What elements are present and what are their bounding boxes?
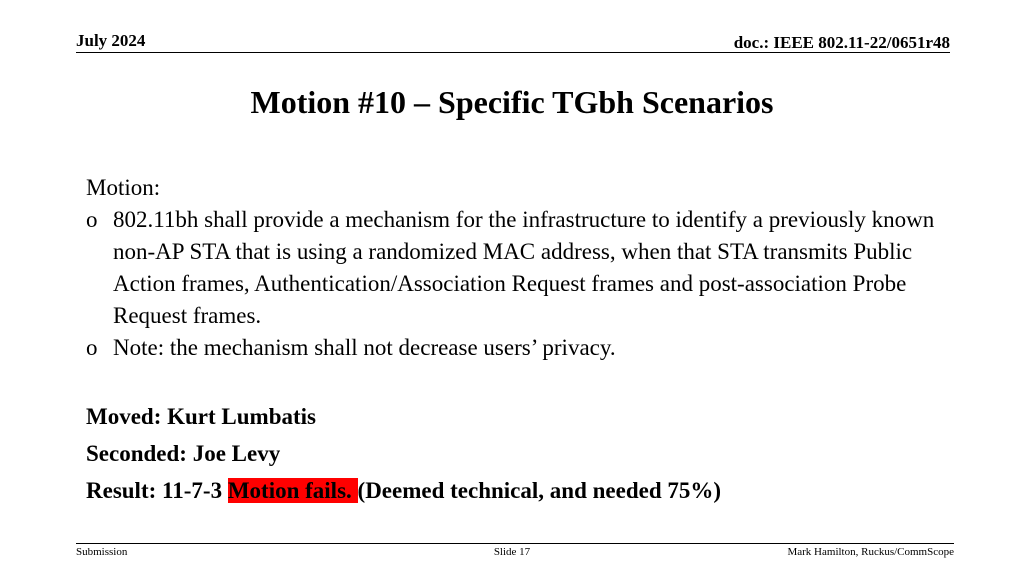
header-divider <box>76 52 950 53</box>
footer-submission: Submission <box>76 546 128 558</box>
bullet-marker: o <box>86 207 98 232</box>
header-date: July 2024 <box>76 31 146 50</box>
motion-label: Motion: <box>86 175 161 200</box>
bullet-text: 802.11bh shall provide a mechanism for the infrastructure to identify a previously known non-AP STA that is using a randomized MAC address, when that STA transmits Public Action frames, Authentication/Association Request frames and post-association Probe Request frames. <box>113 207 935 328</box>
bullet-item <box>86 332 956 364</box>
seconded-by: Seconded: Joe Levy <box>86 441 281 466</box>
footer-slide-number: Slide 17 <box>493 546 531 558</box>
moved-by: Moved: Kurt Lumbatis <box>86 404 316 429</box>
result-suffix: (Deemed technical, and needed 75%) <box>357 478 722 503</box>
footer-divider <box>76 543 954 544</box>
footer-author: Mark Hamilton, Ruckus/CommScope <box>787 546 954 558</box>
result-line <box>86 472 956 509</box>
bullet-text: Note: the mechanism shall not decrease users’ privacy. <box>113 335 616 360</box>
slide-title: Motion #10 – Specific TGbh Scenarios <box>250 84 774 120</box>
result-highlight: Motion fails. <box>227 478 358 503</box>
result-prefix: Result: 11-7-3 <box>86 478 228 503</box>
slide-body <box>86 172 956 509</box>
bullet-marker: o <box>86 335 98 360</box>
motion-record <box>86 398 956 509</box>
header-doc-id: doc.: IEEE 802.11-22/0651r48 <box>733 33 950 52</box>
bullet-item <box>86 204 956 332</box>
